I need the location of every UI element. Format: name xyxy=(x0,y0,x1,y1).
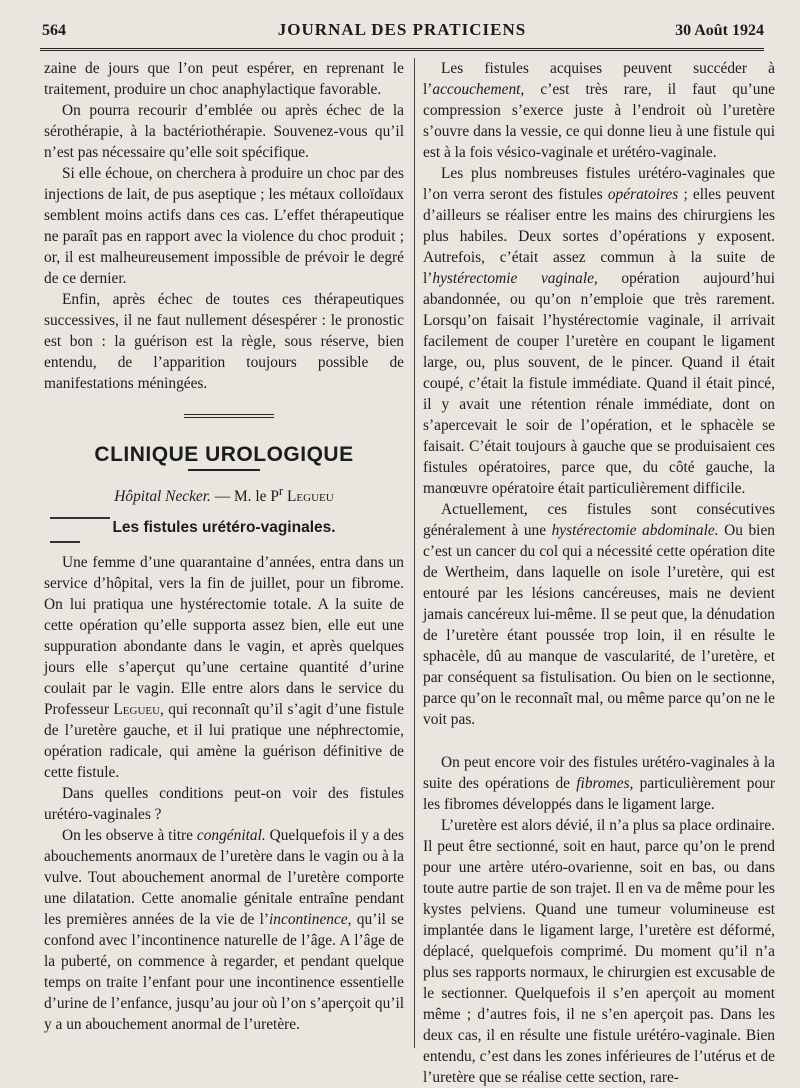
text-run: Actuellement, ces fistules sont consécutives généralement à une xyxy=(423,501,775,539)
header-rule xyxy=(40,48,764,51)
paragraph: zaine de jours que l’on peut espérer, en reprenant le traitement, produire un choc anaphylactique favorable. xyxy=(44,60,404,98)
byline xyxy=(44,481,404,507)
text-run: Ou bien c’est un cancer du col qui a nécessité cette opération dite de Wertheim, dans laquelle on isole l’uretère, qui est entouré par les lésions cancéreuses, mais ne devient jamais cancéreux lui-même. Il se peut que, la dénudation de l’uretère étant poussée trop loin, il en résulte le sphacèle, dû au manque de vascularité, de l’uretère, et par conséquent sa fistulisation. Ou bien on le sectionne, parce qu’on le reconnaît mal, ou même parce qu’on ne le voit pas. xyxy=(423,522,775,728)
right-column xyxy=(423,58,775,1088)
text-run: opération aujourd’hui abandonnée, ou qu’on n’emploie que très rarement. Lorsqu’on faisait l’hystérectomie vaginale, il arrivait facilement de couper l’uretère en coupant le ligament large, ou, plus souvent, de le pincer. Quand il était coupé, c’était la fistule immédiate. Quand il était pincé, il y avait une rétention rénale immédiate, dont on s’apercevait le soir de l’opération, et le sphacèle se faisait. C’était toujours à gauche que se produisaient ces fistules opératoires, parce que, du côté gauche, la manœuvre opératoire était particulièrement difficile. xyxy=(423,270,776,497)
column-divider xyxy=(414,58,415,1048)
text-run: , qui reconnaît qu’il s’agit d’une fistule de l’uretère gauche, et il lui pratique une néphrectomie, opération radicale, qui amène la guérison définitive de cette fistule. xyxy=(44,701,404,782)
paragraph xyxy=(44,825,404,1035)
paragraph: Si elle échoue, on cherchera à produire un choc par des injections de lait, de pus aseptique ; les métaux colloïdaux semblent moins actifs dans ces cas. L’effet thérapeutique ne paraît pas en rapport avec la violence du choc produit ; or, il est malheureusement impossible de prévoir le degré de ce dernier. xyxy=(44,165,404,287)
page-number: 564 xyxy=(42,22,66,39)
emphasis: hystérectomie abdominale. xyxy=(551,522,719,539)
paragraph: L’uretère est alors dévié, il n’a plus sa place ordinaire. Il peut être sectionné, soit en haut, parce qu’on le prend pour une artère utéro-ovarienne, soit en bas, ou dans toute autre partie de son trajet. Il en va de même pour les kystes pelviens. Quand une tumeur volumineuse est implantée dans le ligament large, l’uretère est déformé, déplacé, quelquefois comprimé. Du moment qu’il n’a plus ses rapports normaux, le chirurgien est excusable de le sectionner. Quelquefois il s’en aperçoit au moment même ; d’autres fois, il ne s’en aperçoit pas. Dans les deux cas, il en résulte une fistule urétéro-vaginale. Bien entendu, c’est dans les zones inférieures de l’utérus et de l’uretère que se réalise cette section, rare- xyxy=(423,817,775,1086)
text-run: Les plus nombreuses fistules urétéro-vaginales que l’on verra seront des fistules xyxy=(423,165,775,203)
emphasis: incontinence, xyxy=(269,911,352,929)
text-run: c’est très rare, il faut qu’une compression s’exerce juste à l’endroit où l’uretère s’ouvre dans la vessie, ce qui donne lieu à une fistule qui est à la fois vésico-vaginale et urétéro-vaginale. xyxy=(423,81,775,161)
text-run: Les fistules acquises peuvent succéder à l’ xyxy=(423,60,775,98)
emphasis: fibromes, xyxy=(576,775,634,792)
title-superscript: r xyxy=(278,484,284,498)
text-run: Quelquefois il y a des abouchements anormaux de l’uretère dans le vagin ou à la vulve. Tout abouchement anormal de l’uretère comporte une dilatation. Cette anomalie génitale entraîne pendant les premières années de la vie de l’ xyxy=(44,827,405,929)
paragraph: On pourra recourir d’emblée ou après échec de la sérothérapie, à la bactériothérapie. Souvenez-vous qu’il n’est pas nécessaire qu’elle soit spécifique. xyxy=(44,102,404,161)
paragraph xyxy=(44,552,404,783)
text-run: On les observe à titre xyxy=(62,827,197,845)
paragraph xyxy=(423,163,775,499)
journal-title: JOURNAL DES PRATICIENS xyxy=(277,20,527,39)
text-run: On peut encore voir des fistules urétéro-vaginales à la suite des opérations de xyxy=(423,754,775,792)
section-ornament xyxy=(44,408,404,426)
emphasis: hystérectomie vaginale, xyxy=(432,270,598,287)
text-run: particulièrement pour les fibromes développés dans le ligament large. xyxy=(423,775,775,813)
paragraph xyxy=(423,58,775,163)
hospital-name: Hôpital Necker. xyxy=(114,488,211,506)
text-run: ; elles peuvent d’ailleurs se réaliser entre les mains des chirurgiens les plus habiles. Deux sortes d’opérations y exposent. Autrefois, c’était assez commun à la suite de l’ xyxy=(423,186,775,287)
professor-name: Legueu xyxy=(287,488,334,506)
title-rule xyxy=(50,541,80,543)
section-rule xyxy=(188,469,260,471)
paragraph xyxy=(423,752,775,815)
byline-dash: — M. le P xyxy=(210,488,279,506)
paragraph: Dans quelles conditions peut-on voir des fistules urétéro-vaginales ? xyxy=(44,785,404,824)
paragraph: Enfin, après échec de toutes ces thérapeutiques successives, il ne faut nullement désespérer : le pronostic est bon : la guérison est la règle, sous réserve, bien entendu, de l’apparition toujours possible de manifestations méningées. xyxy=(44,291,404,392)
issue-date: 30 Août 1924 xyxy=(675,22,764,39)
professor-name-inline: Legueu xyxy=(113,701,161,719)
article-title xyxy=(44,517,404,538)
title-rule xyxy=(50,517,110,519)
text-run: qu’il se confond avec l’incontinence naturelle de l’âge. A l’âge de la puberté, on commence à regarder, et pendant quelque temps on traite l’enfant pour une incontinence essentielle d’urine de l’enfance, jusqu’au jour où l’on s’aperçoit qu’il y a un abouchement anormal de l’uretère. xyxy=(44,911,404,1034)
page-header xyxy=(40,18,764,44)
emphasis: opératoires xyxy=(607,186,679,203)
left-column xyxy=(44,58,404,1035)
paragraph xyxy=(423,499,775,730)
text-run: Une femme d’une quarantaine d’années, entra dans un service d’hôpital, vers la fin de juillet, pour un fibrome. On lui pratiqua une hystérectomie totale. A la suite de cette opération qu’elle supporta assez bien, elle eut une suppuration abondante dans le vagin, et après quelques jours elle s’aperçut qu’une certaine quantité d’urine coulait par le vagin. Elle entre alors dans le service du Professeur xyxy=(44,554,404,719)
paragraph-gap xyxy=(423,730,775,752)
section-title: CLINIQUE UROLOGIQUE xyxy=(94,443,354,466)
emphasis: congénital. xyxy=(196,827,266,845)
article-title-text: Les fistules urétéro-vaginales. xyxy=(112,519,336,537)
emphasis: accouchement, xyxy=(432,81,525,98)
